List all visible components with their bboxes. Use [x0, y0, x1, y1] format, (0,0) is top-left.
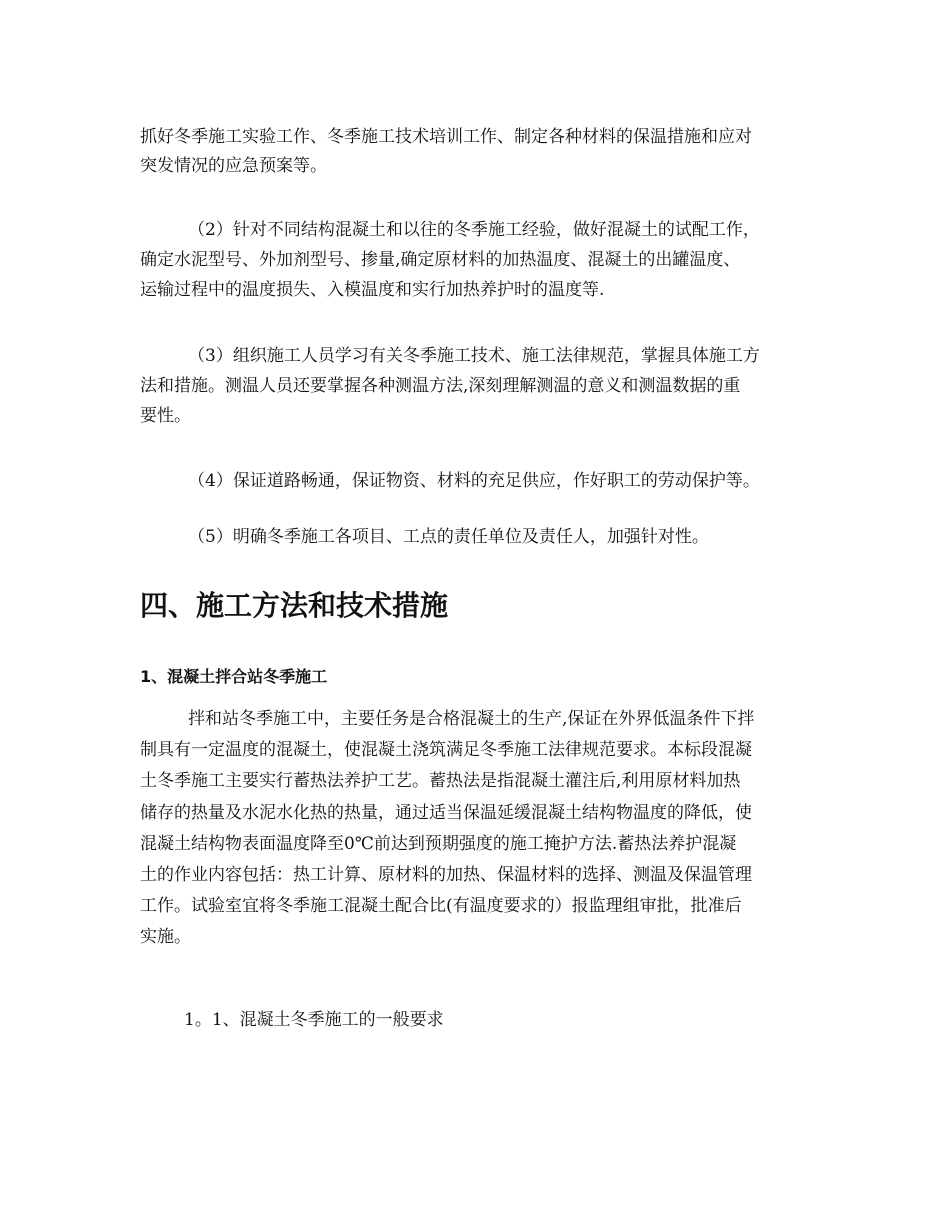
- paragraph-intro: [140, 123, 820, 181]
- text-line: 要性。: [140, 406, 191, 426]
- text-line: 拌和站冬季施工中，主要任务是合格混凝土的生产,保证在外界低温条件下拌: [188, 709, 755, 729]
- text-line: 制具有一定温度的混凝土，使混凝土浇筑满足冬季施工法律规范要求。本标段混凝: [140, 740, 752, 761]
- text-line: 储存的热量及水泥水化热的热量，通过适当保温延缓混凝土结构物温度的降低，使: [140, 802, 752, 823]
- section-heading: 四、施工方法和技术措施: [140, 589, 449, 622]
- text-line: 混凝土结构物表面温度降至0℃前达到预期强度的施工掩护方法.蓄热法养护混凝: [140, 833, 737, 854]
- subsection-1-1: [140, 1005, 820, 1035]
- text-line: 抓好冬季施工实验工作、冬季施工技术培训工作、制定各种材料的保温措施和应对: [140, 127, 752, 147]
- text-line: 确定水泥型号、外加剂型号、掺量,确定原材料的加热温度、混凝土的出罐温度、: [140, 250, 741, 270]
- subsection-title: 1。1、混凝土冬季施工的一般要求: [184, 1010, 444, 1030]
- text-line: 土冬季施工主要实行蓄热法养护工艺。蓄热法是指混凝土灌注后,利用原材料加热: [140, 771, 741, 792]
- paragraph-item-2: [140, 215, 820, 305]
- text-line: 法和措施。测温人员还要掌握各种测温方法,深刻理解测温的意义和测温数据的重: [140, 376, 741, 396]
- text-line: （2）针对不同结构混凝土和以往的冬季施工经验，做好混凝土的试配工作，: [188, 220, 760, 240]
- text-line: 土的作业内容包括：热工计算、原材料的加热、保温材料的选择、测温及保温管理: [140, 864, 752, 885]
- text-line: （4）保证道路畅通，保证物资、材料的充足供应，作好职工的劳动保护等。: [188, 471, 760, 491]
- paragraph-item-3: [140, 341, 820, 431]
- text-line: （3）组织施工人员学习有关冬季施工技术、施工法律规范，掌握具体施工方: [188, 346, 760, 366]
- subsection-heading: 1、混凝土拌合站冬季施工: [140, 667, 328, 686]
- text-line: 工作。试验室宜将冬季施工混凝土配合比(有温度要求的）报监理组审批，批准后: [140, 896, 742, 917]
- paragraph-item-4: [140, 466, 820, 496]
- text-line: 运输过程中的温度损失、入模温度和实行加热养护时的温度等.: [140, 280, 605, 300]
- text-line: 突发情况的应急预案等。: [140, 156, 327, 176]
- paragraph-mixing-station: [140, 704, 820, 954]
- text-line: 实施。: [140, 927, 191, 948]
- paragraph-item-5: [140, 522, 820, 552]
- text-line: （5）明确冬季施工各项目、工点的责任单位及责任人，加强针对性。: [188, 527, 709, 547]
